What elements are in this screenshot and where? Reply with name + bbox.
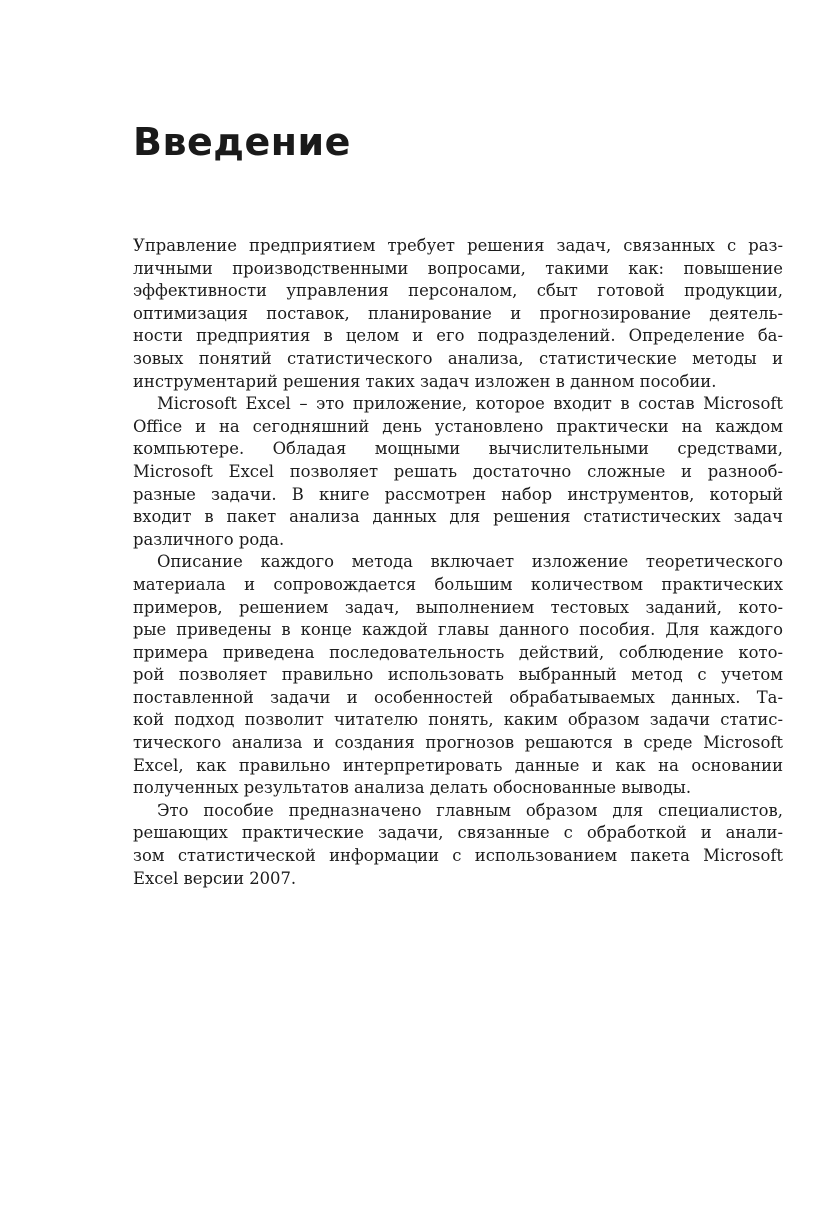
paragraph <box>133 551 783 800</box>
text-line: Excel, как правильно интерпретировать данные и как на основании <box>133 755 783 775</box>
text-line: Описание каждого метода включает изложение теоретического <box>157 552 783 572</box>
paragraph <box>133 235 783 393</box>
text-line: поставленной задачи и особенностей обрабатываемых данных. Та- <box>133 687 783 707</box>
text-line: решающих практические задачи, связанные с обработкой и анали- <box>133 823 783 843</box>
text-line: кой подход позволит читателю понять, каким образом задачи статис- <box>133 710 783 730</box>
text-line: Управление предприятием требует решения задач, связанных с раз- <box>133 236 783 255</box>
text-line: зом статистической информации с использованием пакета Microsoft <box>133 846 783 866</box>
text-line: тического анализа и создания прогнозов решаются в среде Microsoft <box>133 733 783 753</box>
page-title: Введение <box>133 120 351 164</box>
text-line: Это пособие предназначено главным образом для специалистов, <box>157 800 783 820</box>
text-line: Excel версии 2007. <box>133 868 297 888</box>
text-line: материала и сопровождается большим количеством практических <box>133 574 783 594</box>
text-line: оптимизация поставок, планирование и прогнозирование деятель- <box>133 303 783 323</box>
text-line: зовых понятий статистического анализа, статистические методы и <box>133 348 783 368</box>
text-line: входит в пакет анализа данных для решения статистических задач <box>133 507 783 527</box>
text-line: различного рода. <box>133 529 285 549</box>
paragraph <box>133 800 783 890</box>
text-line: рой позволяет правильно использовать выбранный метод с учетом <box>133 665 783 685</box>
text-line: Office и на сегодняшний день установлено практически на каждом <box>133 416 783 436</box>
text-line: примеров, решением задач, выполнением тестовых заданий, кото- <box>133 597 783 617</box>
text-line: инструментарий решения таких задач изложен в данном пособии. <box>133 371 717 391</box>
text-line: разные задачи. В книге рассмотрен набор инструментов, который <box>133 484 783 504</box>
text-line: рые приведены в конце каждой главы данного пособия. Для каждого <box>133 620 783 640</box>
paragraph <box>133 393 783 551</box>
text-line: личными производственными вопросами, такими как: повышение <box>133 258 783 278</box>
text-line: ности предприятия в целом и его подразделений. Определение ба- <box>133 326 783 346</box>
text-line: Microsoft Excel – это приложение, которое входит в состав Microsoft <box>157 394 783 414</box>
text-line: полученных результатов анализа делать обоснованные выводы. <box>133 778 692 798</box>
body-text <box>133 235 783 890</box>
text-line: эффективности управления персоналом, сбыт готовой продукции, <box>133 281 783 301</box>
text-line: примера приведена последовательность действий, соблюдение кото- <box>133 642 783 662</box>
text-line: компьютере. Обладая мощными вычислительными средствами, <box>133 439 783 459</box>
text-line: Microsoft Excel позволяет решать достаточно сложные и разнооб- <box>133 461 783 481</box>
